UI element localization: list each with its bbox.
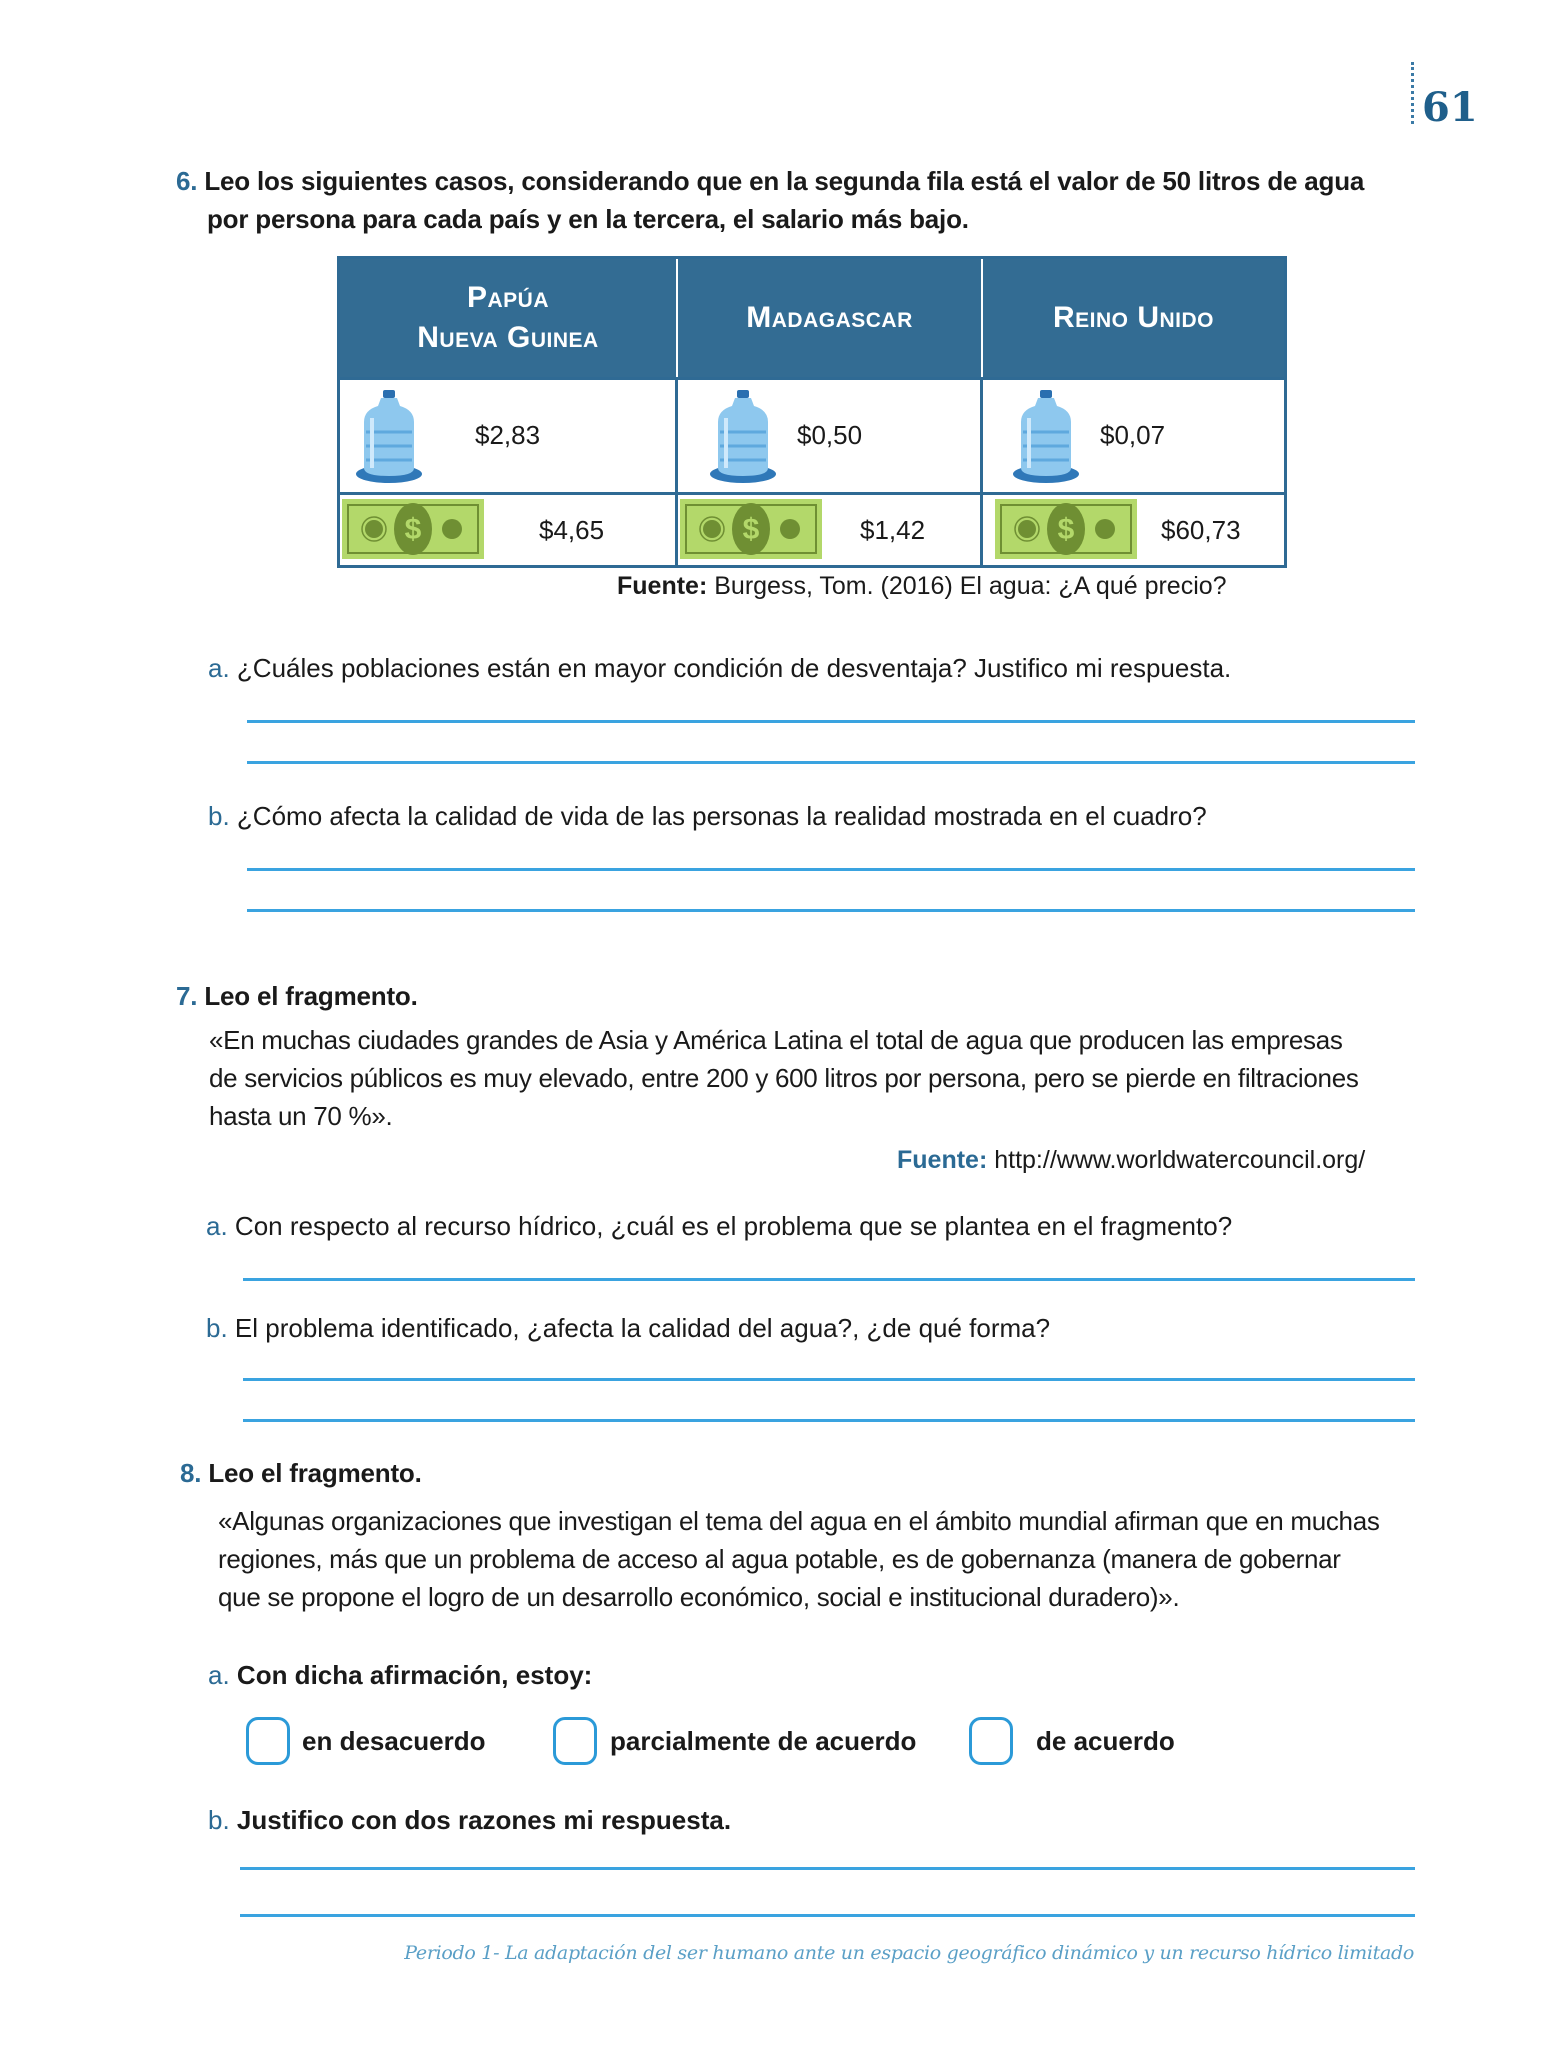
- water-price-table: [337, 256, 1287, 568]
- q7-title: [176, 977, 418, 1015]
- q8-quote-line1: «Algunas organizaciones que investigan el tema del agua en el ámbito mundial afirman que en muchas: [218, 1506, 1380, 1536]
- water-price: $0,07: [1100, 420, 1166, 450]
- q8-title-text: Leo el fragmento.: [208, 1458, 422, 1488]
- answer-line[interactable]: [240, 1914, 1415, 1917]
- water-price: $0,50: [797, 420, 863, 450]
- q6-prompt: [176, 162, 1364, 200]
- q6-a-text: ¿Cuáles poblaciones están en mayor condición de desventaja? Justifico mi respuesta.: [236, 653, 1232, 683]
- header-papua-nueva-guinea: [340, 259, 678, 377]
- q8-quote-line3: que se propone el logro de un desarrollo económico, social e institucional duradero)».: [218, 1582, 1180, 1612]
- checkbox-en-desacuerdo[interactable]: [246, 1717, 290, 1765]
- answer-line[interactable]: [240, 1867, 1415, 1870]
- salary-value: $4,65: [539, 515, 605, 545]
- salary-cell: [983, 495, 1284, 565]
- water-cell: [340, 380, 678, 492]
- dollar-bill-icon: [680, 499, 822, 559]
- q8-a-text: Con dicha afirmación, estoy:: [236, 1660, 593, 1690]
- water-cell: [983, 380, 1284, 492]
- svg-text:$: $: [404, 513, 422, 546]
- q7-number: 7.: [176, 981, 198, 1011]
- q7-b-text: El problema identificado, ¿afecta la calidad del agua?, ¿de qué forma?: [234, 1313, 1051, 1343]
- q8-b-text: Justifico con dos razones mi respuesta.: [236, 1805, 732, 1835]
- q6-b-text: ¿Cómo afecta la calidad de vida de las personas la realidad mostrada en el cuadro?: [236, 801, 1207, 831]
- option-de-acuerdo-label: de acuerdo: [1036, 1726, 1175, 1756]
- q7-quote-line3: hasta un 70 %».: [209, 1101, 393, 1131]
- svg-text:$: $: [1057, 513, 1075, 546]
- header-nueva-guinea: Nueva Guinea: [417, 321, 599, 354]
- q8-b: [208, 1803, 731, 1837]
- salary-value: $1,42: [860, 515, 926, 545]
- q7-quote-line2: de servicios públicos es muy elevado, entre 200 y 600 litros por persona, pero se pierde en filtraciones: [209, 1063, 1359, 1093]
- q7-source: [897, 1146, 1365, 1175]
- table-row-salary: [340, 492, 1284, 565]
- q6-source-label: Fuente:: [617, 572, 708, 600]
- header-reino-unido: Reino Unido: [1052, 301, 1214, 334]
- q8-title: [180, 1454, 422, 1492]
- answer-line[interactable]: [243, 1378, 1415, 1381]
- salary-cell: [678, 495, 983, 565]
- answer-line[interactable]: [247, 868, 1415, 871]
- q8-a-letter: a.: [208, 1660, 230, 1690]
- table-row-water: [340, 377, 1284, 492]
- answer-line[interactable]: [247, 720, 1415, 723]
- q7-a-text: Con respecto al recurso hídrico, ¿cuál es el problema que se plantea en el fragmento?: [234, 1211, 1233, 1241]
- page-number-rule: [1411, 62, 1414, 124]
- water-bottle-icon: [354, 388, 424, 484]
- q7-a-letter: a.: [206, 1211, 228, 1241]
- page-number: 61: [1422, 84, 1478, 131]
- dollar-bill-icon: [995, 499, 1137, 559]
- q6-source: [617, 572, 1227, 601]
- q7-source-text: http://www.worldwatercouncil.org/: [994, 1146, 1366, 1174]
- q6-b: [208, 799, 1207, 833]
- q8-quote-line2: regiones, más que un problema de acceso al agua potable, es de gobernanza (manera de gobernar: [218, 1544, 1341, 1574]
- header-madagascar: Madagascar: [678, 259, 983, 377]
- option-en-desacuerdo-label: en desacuerdo: [302, 1726, 486, 1756]
- option-parcialmente-de-acuerdo-label: parcialmente de acuerdo: [610, 1726, 917, 1756]
- water-price: $2,83: [475, 420, 541, 450]
- q7-source-label: Fuente:: [897, 1146, 988, 1174]
- q6-prompt-line2: por persona para cada país y en la tercera, el salario más bajo.: [207, 204, 969, 234]
- q7-b: [206, 1311, 1050, 1345]
- q7-title-text: Leo el fragmento.: [204, 981, 418, 1011]
- salary-value: $60,73: [1161, 515, 1241, 545]
- q6-prompt-line1: Leo los siguientes casos, considerando que en la segunda fila está el valor de 50 litros de agua: [204, 166, 1365, 196]
- q7-b-letter: b.: [206, 1313, 228, 1343]
- q6-a-letter: a.: [208, 653, 230, 683]
- q6-b-letter: b.: [208, 801, 230, 831]
- table-header-row: [340, 259, 1284, 377]
- water-bottle-icon: [1011, 388, 1081, 484]
- answer-line[interactable]: [243, 1419, 1415, 1422]
- q7-a: [206, 1209, 1232, 1243]
- answer-line[interactable]: [247, 909, 1415, 912]
- salary-cell: [340, 495, 678, 565]
- dollar-bill-icon: [342, 499, 484, 559]
- q8-b-letter: b.: [208, 1805, 230, 1835]
- q8-a: [208, 1658, 592, 1692]
- q6-a: [208, 651, 1231, 685]
- q8-number: 8.: [180, 1458, 202, 1488]
- water-cell: [678, 380, 983, 492]
- q6-number: 6.: [176, 166, 198, 196]
- q6-source-text: Burgess, Tom. (2016) El agua: ¿A qué precio?: [714, 572, 1227, 600]
- checkbox-parcialmente-de-acuerdo[interactable]: [553, 1717, 597, 1765]
- header-papua: Papúa: [466, 281, 549, 314]
- answer-line[interactable]: [243, 1278, 1415, 1281]
- checkbox-de-acuerdo[interactable]: [969, 1717, 1013, 1765]
- q7-quote-line1: «En muchas ciudades grandes de Asia y América Latina el total de agua que producen las empresas: [209, 1025, 1343, 1055]
- svg-text:$: $: [742, 513, 760, 546]
- water-bottle-icon: [708, 388, 778, 484]
- answer-line[interactable]: [247, 761, 1415, 764]
- page-footer: Periodo 1- La adaptación del ser humano ante un espacio geográfico dinámico y un recurso hídrico limitado: [404, 1942, 1414, 1964]
